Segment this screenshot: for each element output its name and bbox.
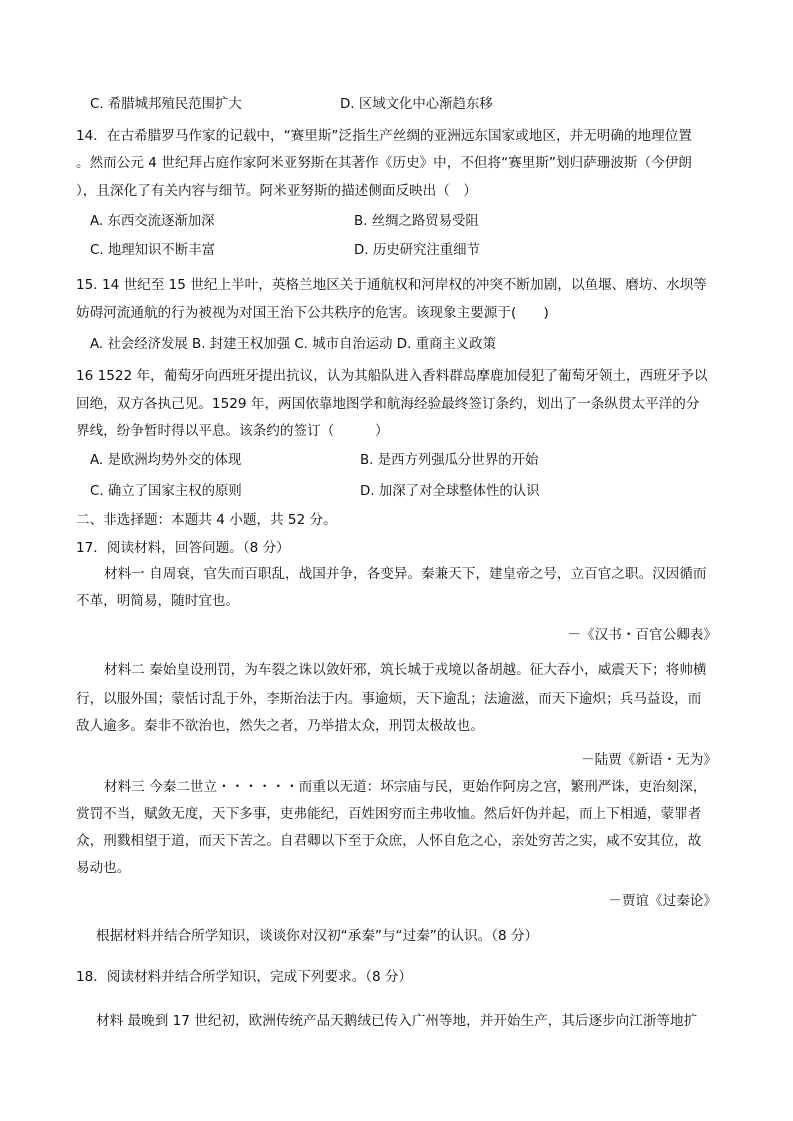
q17-material-1-line-1: 材料一 自周衰，官失而百职乱，战国并争，各变异。秦兼天下，建皇帝之号，立百官之职。汉因循而 — [104, 566, 707, 582]
q17-material-1-line-2: 不革，明简易，随时宜也。 — [76, 593, 240, 609]
q17-title: 17．阅读材料，回答问题。（8 分） — [76, 540, 290, 556]
q14-option-d: D. 历史研究注重细节 — [354, 243, 480, 258]
q16-stem-line-1: 16 1522 年，葡萄牙向西班牙提出抗议，认为其船队进入香料群岛摩鹿加侵犯了葡萄牙领土，西班牙予以 — [76, 368, 708, 384]
q15-options: A. 社会经济发展 B. 封建王权加强 C. 城市自治运动 D. 重商主义政策 — [90, 337, 496, 352]
q13-option-c: C. 希腊城邦殖民范围扩大 — [90, 97, 242, 112]
q17-material-2-line-2: 行，以服外国；蒙恬讨乱于外，李斯治法于内。事逾烦，天下逾乱；法逾滋，而天下逾炽；兵马益设，而 — [76, 691, 702, 707]
q17-material-3-line-3: 众，刑戮相望于道，而天下苦之。自君卿以下至于众庶，人怀自危之心，亲处穷苦之实，咸不安其位，故 — [76, 833, 702, 849]
q17-material-2-line-3: 敌人逾多。秦非不欲治也，然失之者，乃举措太众，刑罚太极故也。 — [76, 718, 484, 734]
q16-option-c: C. 确立了国家主权的原则 — [90, 484, 242, 499]
q17-material-3-source: －贾谊《过秦论》 — [608, 893, 717, 909]
q16-option-d: D. 加深了对全球整体性的认识 — [360, 484, 540, 499]
q17-material-2-line-1: 材料二 秦始皇设刑罚，为车裂之诛以敛奸邪，筑长城于戎境以备胡越。征大吞小，威震天下；将帅横 — [104, 662, 707, 678]
q14-option-b: B. 丝绸之路贸易受阻 — [354, 214, 479, 229]
q14-stem-line-3: ），且深化了有关内容与细节。阿米亚努斯的描述侧面反映出（ ） — [76, 183, 478, 199]
q17-material-3-line-2: 赏罚不当，赋敛无度，天下多事，吏弗能纪，百姓困穷而主弗收恤。然后奸伪并起，而上下相遁，蒙罪者 — [76, 806, 702, 822]
q18-title: 18．阅读材料并结合所学知识，完成下列要求。（8 分） — [76, 969, 413, 985]
q17-material-1-source: －《汉书・百官公卿表》 — [567, 627, 717, 643]
q17-material-2-source: －陆贾《新语・无为》 — [581, 752, 717, 768]
q17-material-3-line-4: 易动也。 — [76, 860, 131, 876]
q15-stem-line-2: 妨碍河流通航的行为被视为对国王治下公共秩序的危害。该现象主要源于( ) — [76, 305, 549, 321]
q17-question: 根据材料并结合所学知识，谈谈你对汉初“承秦”与“过秦”的认识。（8 分） — [96, 928, 539, 944]
q17-material-3-line-1: 材料三 今秦二世立・・・・・・而重以无道：坏宗庙与民，更始作阿房之宫，繁刑严诛，吏治刻深， — [104, 779, 707, 795]
section-2-heading: 二、非选择题：本题共 4 小题，共 52 分。 — [76, 512, 337, 528]
q16-stem-line-2: 回绝，双方各执己见。1529 年，两国依靠地图学和航海经验最终签订条约，划出了一条纵贯太平洋的分 — [76, 396, 700, 412]
q16-option-b: B. 是西方列强瓜分世界的开始 — [360, 453, 539, 468]
q14-option-c: C. 地理知识不断丰富 — [90, 243, 215, 258]
q16-option-a: A. 是欧洲均势外交的体现 — [90, 453, 242, 468]
q16-stem-line-3: 界线，纷争暂时得以平息。该条约的签订（ ） — [76, 423, 389, 439]
q14-stem-line-1: 14．在古希腊罗马作家的记载中，“赛里斯”泛指生产丝绸的亚洲远东国家或地区，并无明确的地理位置 — [76, 128, 692, 144]
q15-stem-line-1: 15. 14 世纪至 15 世纪上半叶，英格兰地区关于通航权和河岸权的冲突不断加剧，以鱼堰、磨坊、水坝等 — [76, 277, 707, 293]
q13-option-d: D. 区域文化中心渐趋东移 — [340, 97, 493, 112]
q14-stem-line-2: 。然而公元 4 世纪拜占庭作家阿米亚努斯在其著作《历史》中，不但将“赛里斯”划归萨珊波斯（今伊朗 — [76, 155, 692, 171]
q14-option-a: A. 东西交流逐渐加深 — [90, 214, 215, 229]
q18-material-line-1: 材料 最晚到 17 世纪初，欧洲传统产品天鹅绒已传入广州等地，并开始生产，其后逐步向江浙等地扩 — [96, 1013, 698, 1029]
